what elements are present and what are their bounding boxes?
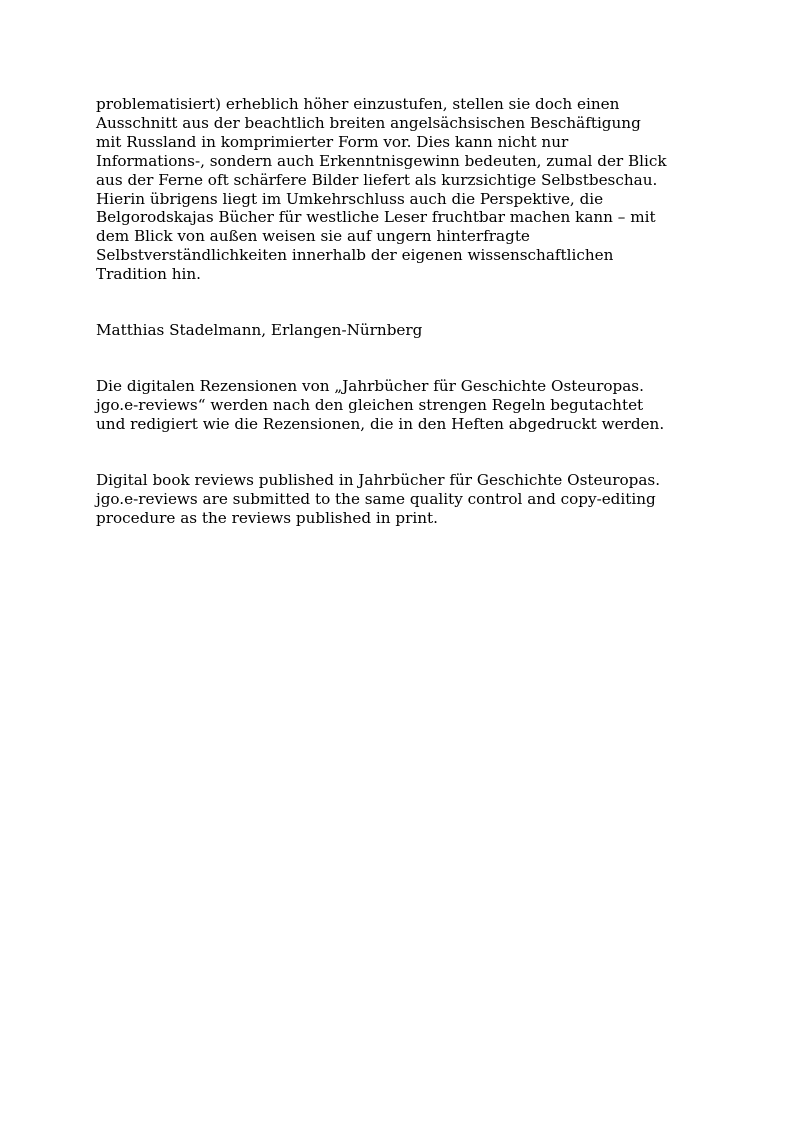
notice-line: und redigiert wie die Rezensionen, die in den Heften abgedruckt werden. xyxy=(96,414,665,433)
review-closing-paragraph xyxy=(96,95,736,284)
paragraph-line: Selbstverständlichkeiten innerhalb der eigenen wissenschaftlichen xyxy=(96,246,614,265)
notice-line: Die digitalen Rezensionen von „Jahrbücher für Geschichte Osteuropas. xyxy=(96,376,644,395)
paragraph-line: problematisiert) erheblich höher einzustufen, stellen sie doch einen xyxy=(96,95,620,113)
notice-line: jgo.e-reviews are submitted to the same quality control and copy-editing xyxy=(96,489,656,508)
notice-german xyxy=(96,377,736,434)
notice-english xyxy=(96,471,736,528)
paragraph-line: Ausschnitt aus der beachtlich breiten angelsächsischen Beschäftigung xyxy=(96,113,641,132)
paragraph-line: Hierin übrigens liegt im Umkehrschluss auch die Perspektive, die xyxy=(96,189,604,208)
document-page xyxy=(96,95,736,527)
notice-line: jgo.e-reviews“ werden nach den gleichen strengen Regeln begutachtet xyxy=(96,395,644,414)
paragraph-line: mit Russland in komprimierter Form vor. Dies kann nicht nur xyxy=(96,132,569,151)
author-line: Matthias Stadelmann, Erlangen-Nürnberg xyxy=(96,321,423,340)
review-author xyxy=(96,321,736,340)
paragraph-line: dem Blick von außen weisen sie auf ungern hinterfragte xyxy=(96,227,530,246)
notice-line: procedure as the reviews published in print. xyxy=(96,508,438,527)
paragraph-line: Informations-, sondern auch Erkenntnisgewinn bedeuten, zumal der Blick xyxy=(96,151,667,170)
paragraph-line: Belgorodskajas Bücher für westliche Leser fruchtbar machen kann – mit xyxy=(96,208,656,227)
paragraph-line: aus der Ferne oft schärfere Bilder liefert als kurzsichtige Selbstbeschau. xyxy=(96,170,658,189)
notice-line: Digital book reviews published in Jahrbücher für Geschichte Osteuropas. xyxy=(96,470,661,489)
paragraph-line: Tradition hin. xyxy=(96,265,201,284)
